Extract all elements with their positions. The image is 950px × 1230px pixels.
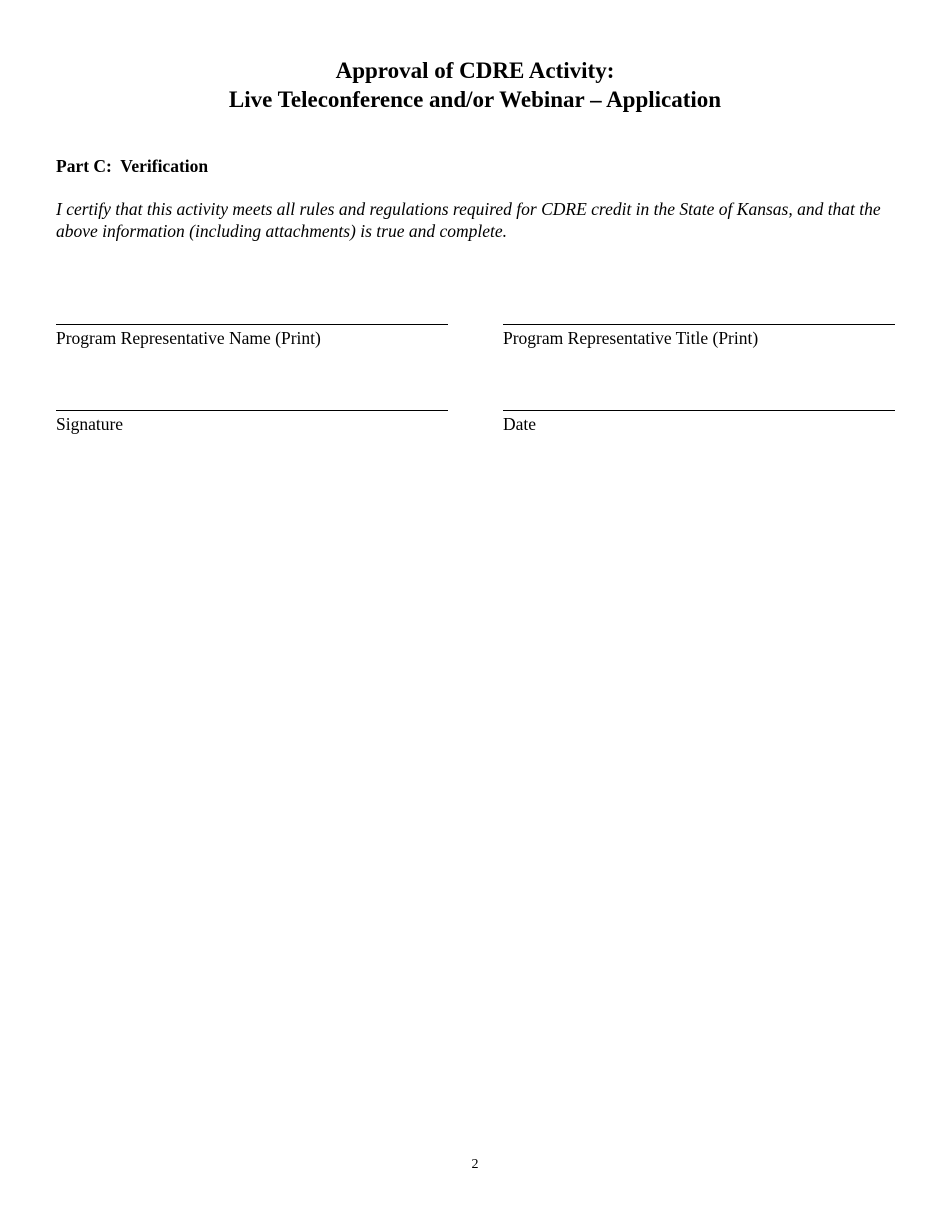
signature-label: Signature bbox=[56, 414, 124, 434]
signature-line[interactable] bbox=[56, 410, 448, 411]
document-title bbox=[0, 56, 950, 114]
date-label: Date bbox=[503, 414, 537, 434]
representative-name-label: Program Representative Name (Print) bbox=[56, 328, 321, 348]
signature-field[interactable] bbox=[56, 410, 448, 435]
representative-title-field[interactable] bbox=[503, 324, 895, 349]
title-line-2: Live Teleconference and/or Webinar – Application bbox=[228, 87, 722, 112]
representative-name-line[interactable] bbox=[56, 324, 448, 325]
section-heading: Part C: Verification bbox=[56, 156, 209, 176]
representative-title-line[interactable] bbox=[503, 324, 895, 325]
page-number: 2 bbox=[471, 1157, 479, 1172]
representative-title-label: Program Representative Title (Print) bbox=[503, 328, 759, 348]
date-line[interactable] bbox=[503, 410, 895, 411]
date-field[interactable] bbox=[503, 410, 895, 435]
title-line-1: Approval of CDRE Activity: bbox=[335, 58, 615, 83]
certification-statement: I certify that this activity meets all rules and regulations required for CDRE credit in the State of Kansas, and that the above information (including attachments) is true and complete. bbox=[56, 199, 881, 241]
representative-name-field[interactable] bbox=[56, 324, 448, 349]
